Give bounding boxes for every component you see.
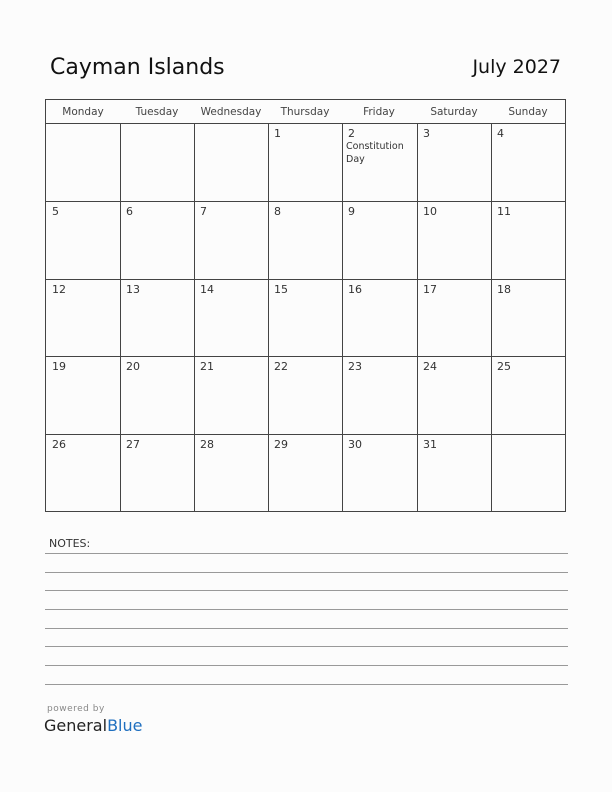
day-number: 2	[348, 127, 355, 140]
day-number: 17	[423, 283, 437, 296]
day-cell[interactable]	[120, 435, 194, 512]
day-cell[interactable]	[417, 124, 491, 201]
weekday-saturday: Saturday	[430, 105, 478, 118]
day-cell[interactable]	[342, 202, 416, 279]
day-number: 4	[497, 127, 504, 140]
note-line[interactable]	[45, 609, 568, 610]
day-number: 3	[423, 127, 430, 140]
weekday-thursday: Thursday	[280, 105, 330, 118]
day-number: 31	[423, 438, 437, 451]
weekday-monday: Monday	[62, 105, 104, 118]
day-number: 5	[52, 205, 59, 218]
day-number: 16	[348, 283, 362, 296]
day-number: 10	[423, 205, 437, 218]
day-cell[interactable]	[417, 435, 491, 512]
weekday-friday: Friday	[363, 105, 395, 118]
day-number: 13	[126, 283, 140, 296]
day-cell[interactable]	[417, 202, 491, 279]
note-line[interactable]	[45, 553, 568, 554]
weekday-tuesday: Tuesday	[135, 105, 179, 118]
note-line[interactable]	[45, 628, 568, 629]
day-number: 7	[200, 205, 207, 218]
title-month-year: July 2027	[472, 56, 561, 78]
day-number: 25	[497, 360, 511, 373]
day-cell[interactable]	[46, 357, 120, 434]
day-number: 19	[52, 360, 66, 373]
day-cell[interactable]	[491, 280, 565, 357]
weekday-sunday: Sunday	[508, 105, 548, 118]
day-cell[interactable]	[491, 435, 565, 512]
day-cell[interactable]	[342, 435, 416, 512]
day-cell[interactable]	[268, 124, 342, 201]
note-line[interactable]	[45, 684, 568, 685]
brand-general: General	[44, 716, 108, 735]
weekday-wednesday: Wednesday	[200, 105, 262, 118]
day-cell[interactable]	[120, 202, 194, 279]
powered-by-text: powered by	[47, 704, 105, 714]
calendar-grid	[45, 99, 566, 512]
day-number: 29	[274, 438, 288, 451]
day-cell[interactable]	[268, 202, 342, 279]
note-line[interactable]	[45, 590, 568, 591]
day-number: 30	[348, 438, 362, 451]
day-number: 26	[52, 438, 66, 451]
day-number: 18	[497, 283, 511, 296]
day-number: 27	[126, 438, 140, 451]
note-line[interactable]	[45, 572, 568, 573]
day-number: 11	[497, 205, 511, 218]
day-cell[interactable]	[417, 280, 491, 357]
day-number: 15	[274, 283, 288, 296]
day-cell[interactable]	[342, 357, 416, 434]
day-cell[interactable]	[46, 435, 120, 512]
weekday-header-row	[46, 100, 565, 124]
day-cell[interactable]	[342, 124, 416, 201]
day-cell[interactable]	[491, 202, 565, 279]
day-cell[interactable]	[194, 124, 268, 201]
day-cell[interactable]	[194, 435, 268, 512]
day-number: 20	[126, 360, 140, 373]
day-cell[interactable]	[120, 357, 194, 434]
day-number: 9	[348, 205, 355, 218]
title-country: Cayman Islands	[50, 55, 225, 80]
day-number: 22	[274, 360, 288, 373]
day-cell[interactable]	[268, 357, 342, 434]
day-cell[interactable]	[46, 202, 120, 279]
day-number: 1	[274, 127, 281, 140]
brand-blue: Blue	[107, 716, 143, 735]
generalblue-logo[interactable]	[44, 716, 142, 735]
holiday-label: Constitution Day	[346, 141, 404, 165]
day-number: 14	[200, 283, 214, 296]
note-line[interactable]	[45, 665, 568, 666]
day-number: 8	[274, 205, 281, 218]
day-cell[interactable]	[46, 280, 120, 357]
day-cell[interactable]	[194, 357, 268, 434]
day-number: 21	[200, 360, 214, 373]
day-cell[interactable]	[342, 280, 416, 357]
note-line[interactable]	[45, 646, 568, 647]
day-cell[interactable]	[491, 357, 565, 434]
day-cell[interactable]	[491, 124, 565, 201]
day-cell[interactable]	[120, 124, 194, 201]
day-number: 28	[200, 438, 214, 451]
day-cell[interactable]	[46, 124, 120, 201]
day-number: 24	[423, 360, 437, 373]
day-cell[interactable]	[194, 202, 268, 279]
day-number: 12	[52, 283, 66, 296]
day-cell[interactable]	[194, 280, 268, 357]
day-cell[interactable]	[417, 357, 491, 434]
day-cell[interactable]	[268, 435, 342, 512]
notes-label: NOTES:	[49, 537, 91, 550]
day-number: 6	[126, 205, 133, 218]
day-cell[interactable]	[268, 280, 342, 357]
day-cell[interactable]	[120, 280, 194, 357]
day-number: 23	[348, 360, 362, 373]
